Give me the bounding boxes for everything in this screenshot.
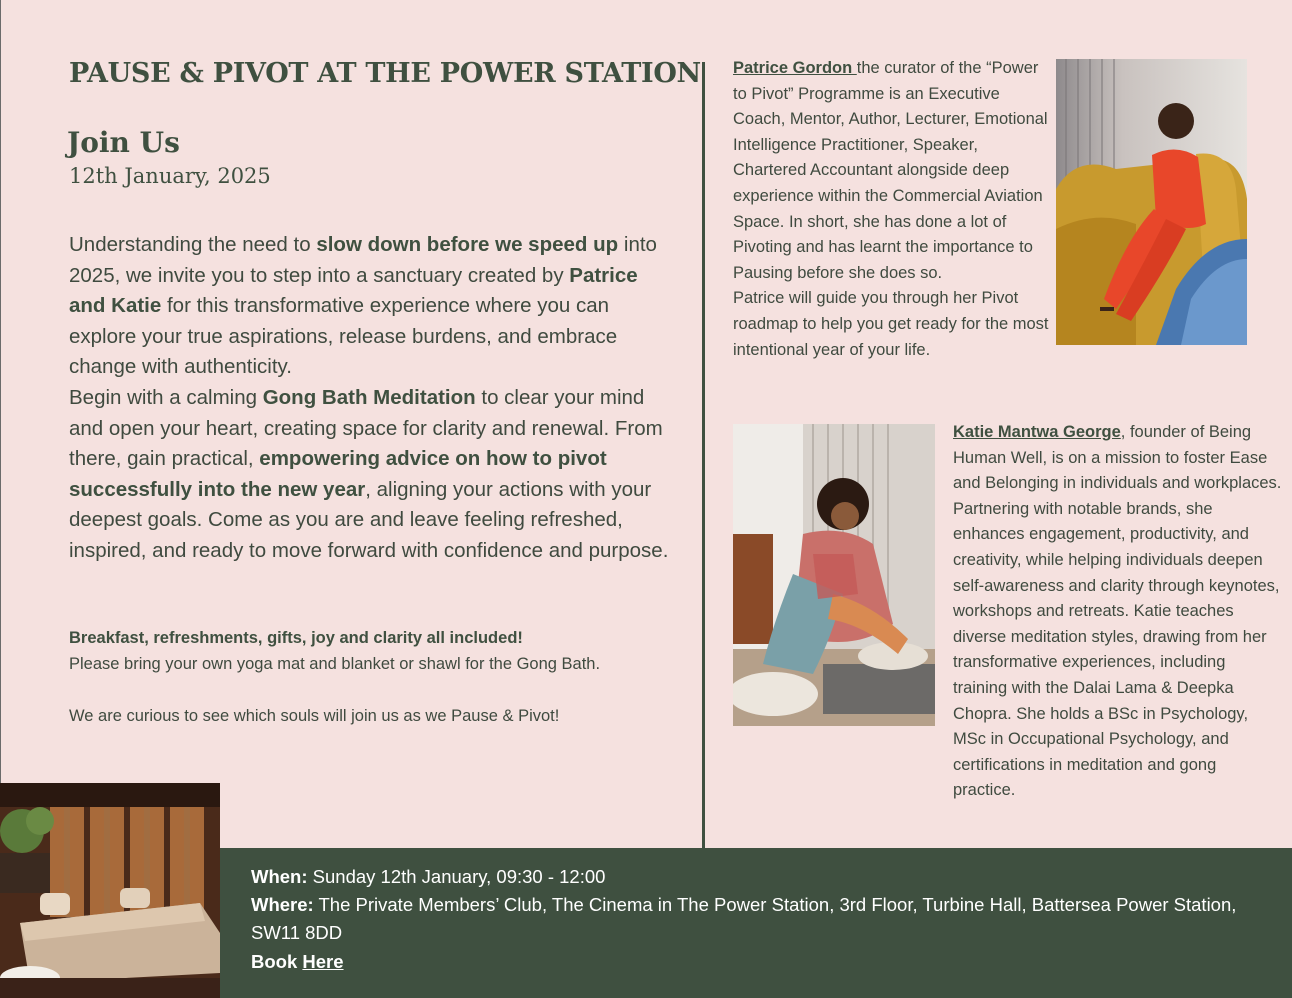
book-label: Book xyxy=(251,950,303,972)
when-label: When: xyxy=(251,866,308,887)
event-details-footer xyxy=(220,848,1292,998)
page-title: PAUSE & PIVOT AT THE POWER STATION xyxy=(69,58,701,89)
book-here-link[interactable]: Here xyxy=(302,950,344,972)
katie-bio xyxy=(953,420,1283,804)
katie-name-link[interactable]: Katie Mantwa George xyxy=(953,423,1121,441)
join-us-heading: Join Us xyxy=(67,126,180,159)
when-value: Sunday 12th January, 09:30 - 12:00 xyxy=(307,866,606,887)
patrice-bio xyxy=(733,56,1051,363)
intro-p1-a: Understanding the need to xyxy=(69,233,317,256)
intro-text xyxy=(69,230,669,567)
intro-p2-e: , aligning your actions with your deepest goals. Come as you are and leave feeling refreshed, inspired, and ready to move forward with confidence and purpose. xyxy=(69,477,669,562)
where-value: The Private Members’ Club, The Cinema in The Power Station, 3rd Floor, Turbine Hall, Battersea Power Station, SW11 8DD xyxy=(251,894,1237,944)
intro-p2-d: empowering advice on how to pivot successfully into the new year xyxy=(69,447,607,501)
venue-photo xyxy=(0,783,220,998)
bring-note: Please bring your own yoga mat and blanket or shawl for the Gong Bath. xyxy=(69,655,601,673)
katie-photo xyxy=(733,424,935,726)
intro-p1-d: Patrice and Katie xyxy=(69,263,638,318)
patrice-photo xyxy=(1056,59,1247,345)
event-date: 12th January, 2025 xyxy=(69,164,271,188)
event-notes xyxy=(69,625,689,729)
curious-note: We are curious to see which souls will join us as we Pause & Pivot! xyxy=(69,707,560,725)
included-note: Breakfast, refreshments, gifts, joy and clarity all included! xyxy=(69,629,523,647)
katie-bio-text: , founder of Being Human Well, is on a mission to foster Ease and Belonging in individuals and workplaces. Partnering with notable brands, she enhances engagement, productivity, and creativity, while helping individuals deepen self-awareness and clarity through keynotes, workshops and retreats. Katie teaches diverse meditation styles, drawing from her transformative experiences, including training with the Dalai Lama & Deepka Chopra. She holds a BSc in Psychology, MSc in Occupational Psychology, and certifications in meditation and gong practice. xyxy=(953,423,1282,800)
intro-p2-c: to clear your mind and open your heart, creating space for clarity and renewal. From there, gain practical, xyxy=(69,385,663,471)
event-details xyxy=(251,863,1251,976)
column-divider xyxy=(702,62,705,848)
intro-p1-b: slow down before we speed up xyxy=(316,233,619,256)
patrice-bio-text-2: Patrice will guide you through her Pivot roadmap to help you get ready for the most intentional year of your life. xyxy=(733,289,1049,359)
intro-p2-a: Begin with a calming xyxy=(69,385,263,409)
intro-p1-c: into 2025, we invite you to step into a sanctuary created by xyxy=(69,233,657,287)
intro-p1-e: for this transformative experience where you can explore your true aspirations, release burdens, and embrace change with authenticity. xyxy=(69,294,618,379)
patrice-bio-text: the curator of the “Power to Pivot” Programme is an Executive Coach, Mentor, Author, Lecturer, Emotional Intelligence Practitioner, Speaker, Chartered Accountant alongside deep experience within the Commercial Aviation Space. In short, she has done a lot of Pivoting and has learnt the importance to Pausing before she does so. xyxy=(733,59,1048,282)
where-label: Where: xyxy=(251,894,314,916)
intro-p2-b: Gong Bath Meditation xyxy=(262,385,476,409)
patrice-name-link[interactable]: Patrice Gordon xyxy=(733,59,857,77)
